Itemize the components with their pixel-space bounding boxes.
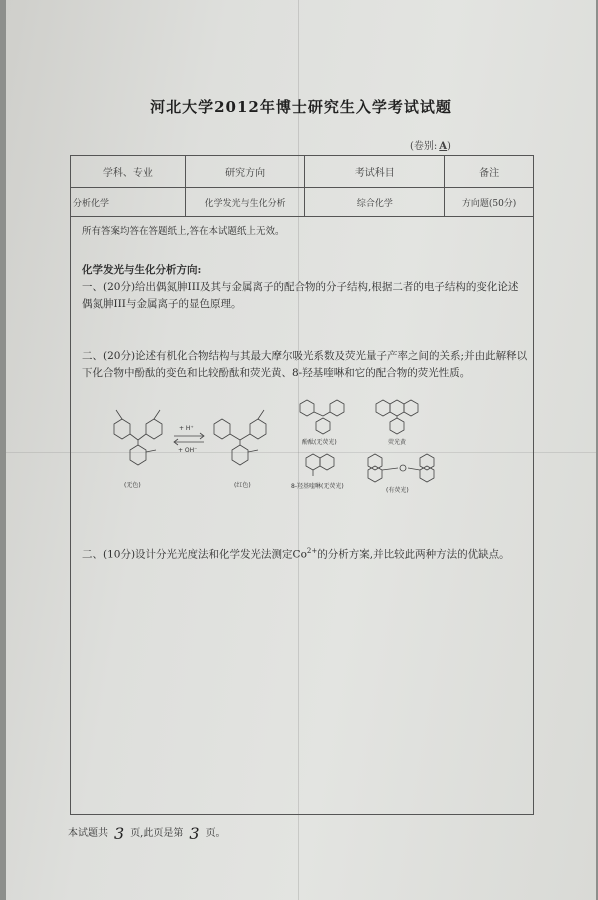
phenolphthalein-colorless-structure (114, 410, 162, 465)
paper-set-label: (卷别: (410, 141, 438, 152)
paper-set-close: ) (447, 141, 451, 152)
table-cell-remark: 方向题(50分) (445, 188, 534, 217)
paper-set-value: A (439, 141, 448, 152)
exam-page (6, 0, 596, 900)
arrow-label-acid: + H⁺ (179, 425, 194, 432)
question-3-superscript: 2+ (306, 547, 318, 555)
hydroxyquinoline-structure (306, 454, 334, 476)
label-phenolphthalein: 酚酞(无荧光) (302, 439, 337, 446)
section-title: 化学发光与生化分析方向: (82, 264, 202, 276)
phenolphthalein-red-structure (214, 410, 266, 465)
table-header-cell: 备注 (445, 156, 534, 188)
footer-total-pages: 3 (114, 824, 125, 843)
exam-title: 河北大学2012年博士研究生入学考试试题 (150, 98, 452, 116)
table-cell-subject: 综合化学 (305, 188, 445, 217)
answer-note: 所有答案均答在答题纸上,答在本试题纸上无效。 (82, 226, 285, 237)
fluorescein-structure (376, 400, 418, 434)
table-header-row (71, 156, 534, 188)
table-cell-discipline: 分析化学 (71, 188, 186, 217)
table-cell-direction: 化学发光与生化分析 (185, 188, 305, 217)
paper-set (410, 137, 451, 152)
label-complex: (有荧光) (386, 487, 409, 494)
table-header-cell: 学科、专业 (71, 156, 186, 188)
footer-text-3: 页。 (205, 828, 226, 839)
page-footer (68, 824, 226, 843)
exam-info-table (70, 155, 534, 217)
table-header-cell: 考试科目 (305, 156, 445, 188)
question-3-prefix: 二、(10分)设计分光光度法和化学发光法测定Co (82, 548, 307, 561)
table-header-cell: 研究方向 (185, 156, 305, 188)
footer-current-page: 3 (189, 824, 200, 843)
question-3 (82, 543, 528, 564)
question-3-suffix: 的分析方案,并比较此两种方法的优缺点。 (317, 548, 510, 561)
phenolphthalein-structure (300, 400, 344, 434)
footer-text-1: 本试题共 (68, 828, 108, 839)
footer-text-2: 页,此页是第 (130, 828, 184, 839)
label-fluorescein: 荧光黄 (388, 439, 407, 446)
question-2: 二、(20分)论述有机化合物结构与其最大摩尔吸光系数及荧光量子产率之间的关系;并由此解释以下化合物中酚酞的变色和比较酚酞和荧光黄、8-羟基喹啉和它的配合物的荧光性质。 (82, 350, 528, 379)
arrow-label-base: + OH⁻ (178, 447, 198, 454)
chemical-structures-figure (86, 392, 526, 504)
metal-complex-structure (368, 454, 434, 482)
reaction-arrows (174, 433, 204, 445)
label-hydroxyquinoline: 8-羟基喹啉(无荧光) (291, 483, 344, 490)
question-1: 一、(20分)给出偶氮胂III及其与金属离子的配合物的分子结构,根据二者的电子结构的变化论述偶氮胂III与金属离子的显色原理。 (82, 281, 519, 310)
table-row (71, 188, 534, 217)
label-colorless: (无色) (124, 482, 141, 489)
label-red: (红色) (234, 482, 251, 489)
